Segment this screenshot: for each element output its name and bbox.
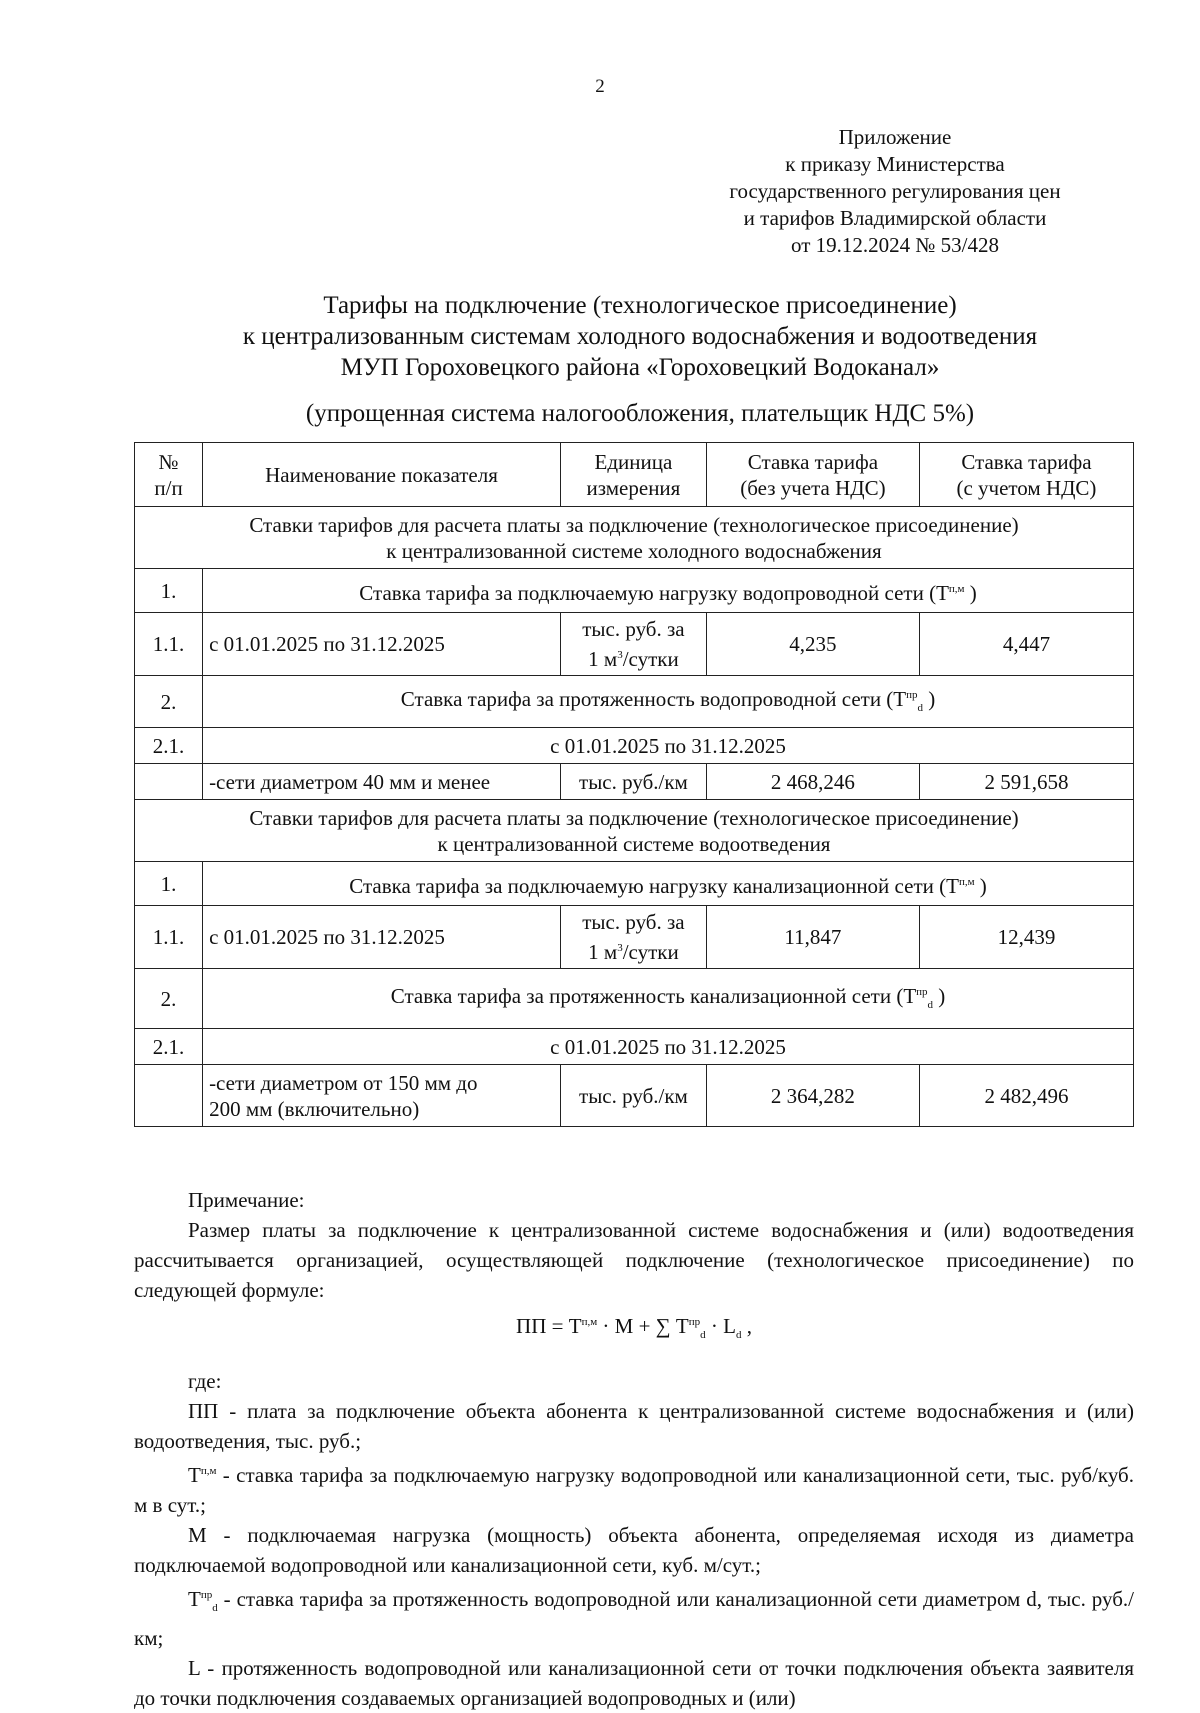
table-row (135, 862, 1134, 906)
header-num: № п/п (135, 443, 203, 507)
row-title: Ставка тарифа за протяженность водопроводной сети ($Т^{пр}_d$ ) (203, 676, 1134, 728)
rate-novat: 2 364,282 (706, 1065, 919, 1127)
rate-vat: 2 591,658 (919, 764, 1133, 800)
appendix-line: Приложение (838, 125, 952, 149)
table-row (135, 969, 1134, 1029)
table-row (135, 676, 1134, 728)
notes-heading: Примечание: (188, 1188, 305, 1212)
table-row (135, 1065, 1134, 1127)
row-num: 2.1. (135, 728, 203, 764)
rate-vat: 4,447 (919, 613, 1133, 676)
definition-pp: ПП - плата за подключение объекта абонента к централизованной системе водоснабжения и (или) водоотведения, тыс. руб.; (134, 1399, 1134, 1454)
section-title: Ставки тарифов для расчета платы за подключение (технологическое присоединение) к централизованной системе холодного водоснабжения (135, 507, 1134, 569)
tariff-table (134, 442, 1134, 1127)
header-unit: Единица измерения (560, 443, 706, 507)
definition-td: $Т^{пр}_d$ - ставка тарифа за протяженность водопроводной или канализационной сети диаметром d, тыс. руб./км; (134, 1587, 1134, 1651)
row-title: Ставка тарифа за подключаемую нагрузку канализационной сети ($Т^{п,м}$ ) (203, 862, 1134, 906)
row-period: с 01.01.2025 по 31.12.2025 (203, 728, 1134, 764)
header-rate-novat: Ставка тарифа (без учета НДС) (706, 443, 919, 507)
row-num: 1. (135, 862, 203, 906)
section-row-sewer (135, 800, 1134, 862)
notes-where: где: (188, 1369, 222, 1394)
definition-t: $Т^{п,м}$ - ставка тарифа за подключаемую нагрузку водопроводной или канализационной сети, тыс. руб/куб. м в сут.; (134, 1463, 1134, 1518)
row-num: 2. (135, 676, 203, 728)
title-line: к централизованным системам холодного водоснабжения и водоотведения (242, 323, 1038, 350)
notes-section (134, 1185, 1134, 1713)
row-title: Ставка тарифа за подключаемую нагрузку водопроводной сети ($Т^{п,м}$ ) (203, 569, 1134, 613)
section-title: Ставки тарифов для расчета платы за подключение (технологическое присоединение) к централизованной системе водоотведения (135, 800, 1134, 862)
section-row-water (135, 507, 1134, 569)
appendix-line: к приказу Министерства (785, 152, 1005, 176)
row-unit: тыс. руб./км (560, 764, 706, 800)
title-line: Тарифы на подключение (технологическое присоединение) (323, 292, 957, 319)
row-name: -сети диаметром от 150 мм до 200 мм (включительно) (203, 1065, 561, 1127)
rate-novat: 4,235 (706, 613, 919, 676)
row-period: с 01.01.2025 по 31.12.2025 (203, 613, 561, 676)
definition-m: М - подключаемая нагрузка (мощность) объекта абонента, определяемая исходя из диаметра подключаемой водопроводной или канализационной сети, куб. м/сут.; (134, 1523, 1134, 1578)
header-rate-vat: Ставка тарифа (с учетом НДС) (919, 443, 1133, 507)
row-num: 2. (135, 969, 203, 1029)
row-name: -сети диаметром 40 мм и менее (203, 764, 561, 800)
row-num: 1. (135, 569, 203, 613)
rate-vat: 12,439 (919, 906, 1133, 969)
rate-novat: 2 468,246 (706, 764, 919, 800)
row-unit: тыс. руб./км (560, 1065, 706, 1127)
row-title: Ставка тарифа за протяженность канализационной сети ($Т^{пр}_d$ ) (203, 969, 1134, 1029)
row-num (135, 1065, 203, 1127)
table-header-row (135, 443, 1134, 507)
document-title (60, 290, 1200, 383)
appendix-line: и тарифов Владимирской области (743, 206, 1047, 230)
row-period: с 01.01.2025 по 31.12.2025 (203, 1029, 1134, 1065)
row-period: с 01.01.2025 по 31.12.2025 (203, 906, 561, 969)
row-unit: тыс. руб. за 1 $м^3$/сутки (560, 613, 706, 676)
table-row (135, 1029, 1134, 1065)
document-subtitle: (упрощенная система налогообложения, плательщик НДС 5%) (305, 400, 975, 427)
notes-intro: Размер платы за подключение к централизованной системе водоснабжения и (или) водоотведения рассчитывается организацией, осуществляющей подключение (технологическое присоединение) по следующей формуле: (134, 1218, 1134, 1302)
formula: ПП = $Т^{п,м} \cdot М$ + ∑ $Т^{пр}_d \cdot L_d$ , (516, 1314, 752, 1342)
page-number: 2 (595, 76, 605, 97)
appendix-line: от 19.12.2024 № 53/428 (790, 233, 1000, 257)
table-row (135, 569, 1134, 613)
appendix-header (660, 124, 1130, 259)
rate-novat: 11,847 (706, 906, 919, 969)
table-row (135, 906, 1134, 969)
rate-vat: 2 482,496 (919, 1065, 1133, 1127)
row-num (135, 764, 203, 800)
table-row (135, 613, 1134, 676)
appendix-line: государственного регулирования цен (729, 179, 1061, 203)
table-row (135, 728, 1134, 764)
row-num: 1.1. (135, 906, 203, 969)
table-row (135, 764, 1134, 800)
row-num: 2.1. (135, 1029, 203, 1065)
title-line: МУП Гороховецкого района «Гороховецкий Водоканал» (340, 354, 940, 381)
row-unit: тыс. руб. за 1 $м^3$/сутки (560, 906, 706, 969)
row-num: 1.1. (135, 613, 203, 676)
definition-l: L - протяженность водопроводной или канализационной сети от точки подключения объекта заявителя до точки подключения создаваемых организацией водопроводных и (или) (134, 1656, 1134, 1711)
header-name: Наименование показателя (203, 443, 561, 507)
